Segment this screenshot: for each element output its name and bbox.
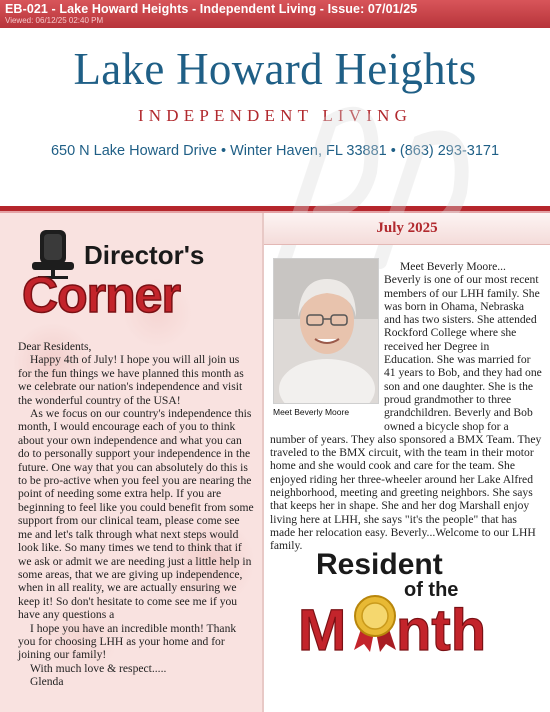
review-bar <box>0 0 550 28</box>
gold-medal-icon <box>354 596 396 652</box>
logo-resident-text: Resident <box>316 548 443 581</box>
letter-paragraph: Happy 4th of July! I hope you will all join us for the fun things we have planned this month as we celebrate our nation's independence and visit the wonderful country of the USA! <box>18 353 244 407</box>
logo-of-the-text: of the <box>404 579 459 601</box>
letter-paragraph: As we focus on our country's independence this month, I would encourage each of you to think about your own independence and what you can do to personally support your independence in the future. One way that you can absolutely do this is to be pro-active when you feel you are nearing the point of needing some extra help. If you are beginning to feel like you could benefit from some support from our clinical team, please come see me and let's talk through what next steps would look like. So many times we tend to think that if we ask or admit we are needing just a little help in some areas, that we are giving up independence, when in all reality, we are actually ensuring we keep it! So don't hesitate to come see me if you have any questions a <box>18 407 254 622</box>
resident-article <box>270 260 542 553</box>
logo-corner-text: Corner <box>22 267 180 318</box>
directors-letter <box>18 340 254 689</box>
issue-title: EB-021 - Lake Howard Heights - Independent Living - Issue: 07/01/25 <box>5 2 418 16</box>
letter-salutation: Dear Residents, <box>18 340 92 353</box>
masthead-contact: 650 N Lake Howard Drive • Winter Haven, FL 33881 • (863) 293-3171 <box>50 143 500 159</box>
issue-month: July 2025 <box>376 220 438 236</box>
resident-of-the-month-logo <box>296 542 516 654</box>
directors-corner-logo <box>18 228 243 318</box>
column-divider <box>262 213 264 712</box>
letter-signature: Glenda <box>30 675 64 689</box>
masthead-title: Lake Howard Heights <box>73 44 477 94</box>
masthead-subtitle: INDEPENDENT LIVING <box>137 106 413 125</box>
issue-month-band <box>264 213 550 245</box>
logo-m-text: M <box>298 598 347 654</box>
letter-closing: With much love & respect..... <box>30 661 167 675</box>
viewed-timestamp: Viewed: 06/12/25 02:40 PM <box>5 16 104 25</box>
logo-directors-text: Director's <box>84 240 205 270</box>
letter-paragraph: I hope you have an incredible month! Thank you for choosing LHH as your home and for joining our family! <box>18 621 237 662</box>
article-body: Meet Beverly Moore... Beverly is one of our most recent members of our LHH family. She was born in Ohama, Nebraska and has two sisters. She attended Rockford College where she received her Degree in Education. She was married for 41 years to Bob, and they had one son and one daughter. She is the proud grandmother to three grandchildren. Beverly and Bob owned a bicycle shop for a number of years. They also sponsored a BMX Team. They traveled to the BMX circuit, with the team in their motor home and she would cook and care for the team. She enjoyed riding her three-wheeler around her Lake Alfred neighborhood, meeting and greeting neighbors. She says that keeps her in shape. She and her dog Marshall enjoy living here at LHH, she says "it's the people" that has made her relocation easy. Beverly...Welcome to our LHH family. <box>270 260 542 553</box>
logo-nth-text: nth <box>396 598 487 654</box>
photo-caption: Meet Beverly Moore <box>273 407 350 417</box>
